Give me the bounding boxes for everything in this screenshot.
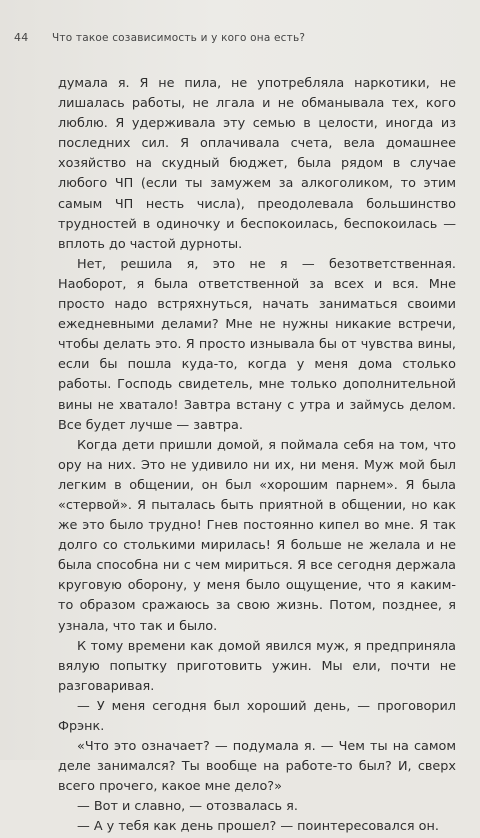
dialogue-line: — У меня сегодня был хороший день, — проговорил Фрэнк. <box>58 698 456 734</box>
dialogue-line: — Вот и славно, — отозвалась я. <box>77 799 298 815</box>
paragraph: Нет, решила я, это не я — безответственная. Наоборот, я была ответственной за всех и вся. Мне просто надо встряхнуться, начать заниматься своими ежедневными делами? Мне не нужны никакие встречи, чтобы делать это. Я просто изнывала бы от чувства вины, если бы пошла куда-то, когда у меня дома столько работы. Господь свидетель, мне только дополнительной вины не хватало! Завтра встану с утра и займусь делом. Все будет лучше — завтра. <box>58 256 456 433</box>
inner-monologue: «Что это означает? — подумала я. — Чем ты на самом деле занимался? Ты вообще на работе-то был? И, сверх всего прочего, какое мне дело?» <box>58 739 456 795</box>
page-number: 44 <box>14 31 29 44</box>
paragraph: Когда дети пришли домой, я поймала себя на том, что ору на них. Это не удивило ни их, ни меня. Муж мой был легким в общении, он был «хорошим парнем». Я была «стервой». Я пыталась быть приятной в общении, но как же это было трудно! Гнев постоянно кипел во мне. Я так долго со столькими мирилась! Я больше не желала и не была способна ни с чем мириться. Я все сегодня держала круговую оборону, у меня было ощущение, что я каким-то образом сражаюсь за свою жизнь. Потом, позднее, я узнала, что так и было. <box>58 437 456 634</box>
paragraph: К тому времени как домой явился муж, я предприняла вялую попытку приготовить ужин. Мы ели, почти не разговаривая. <box>58 638 456 694</box>
paragraph-continued: думала я. Я не пила, не употребляла наркотики, не лишалась работы, не лгала и не обманывала тех, кого люблю. Я удерживала эту семью в целости, иногда из последних сил. Я оплачивала счета, вела домашнее хозяйство на скудный бюджет, была рядом в случае любого ЧП (если ты замужем за алкоголиком, то этим самым ЧП несть числа), преодолевала большинство трудностей в одиночку и беспокоилась, беспокоилась — вплоть до частой дурноты. <box>58 76 456 252</box>
body-text <box>58 74 456 838</box>
running-title: Что такое созависимость и у кого она есть? <box>52 32 306 44</box>
running-header <box>14 31 460 44</box>
dialogue-line: — А у тебя как день прошел? — поинтересовался он. <box>77 819 439 835</box>
